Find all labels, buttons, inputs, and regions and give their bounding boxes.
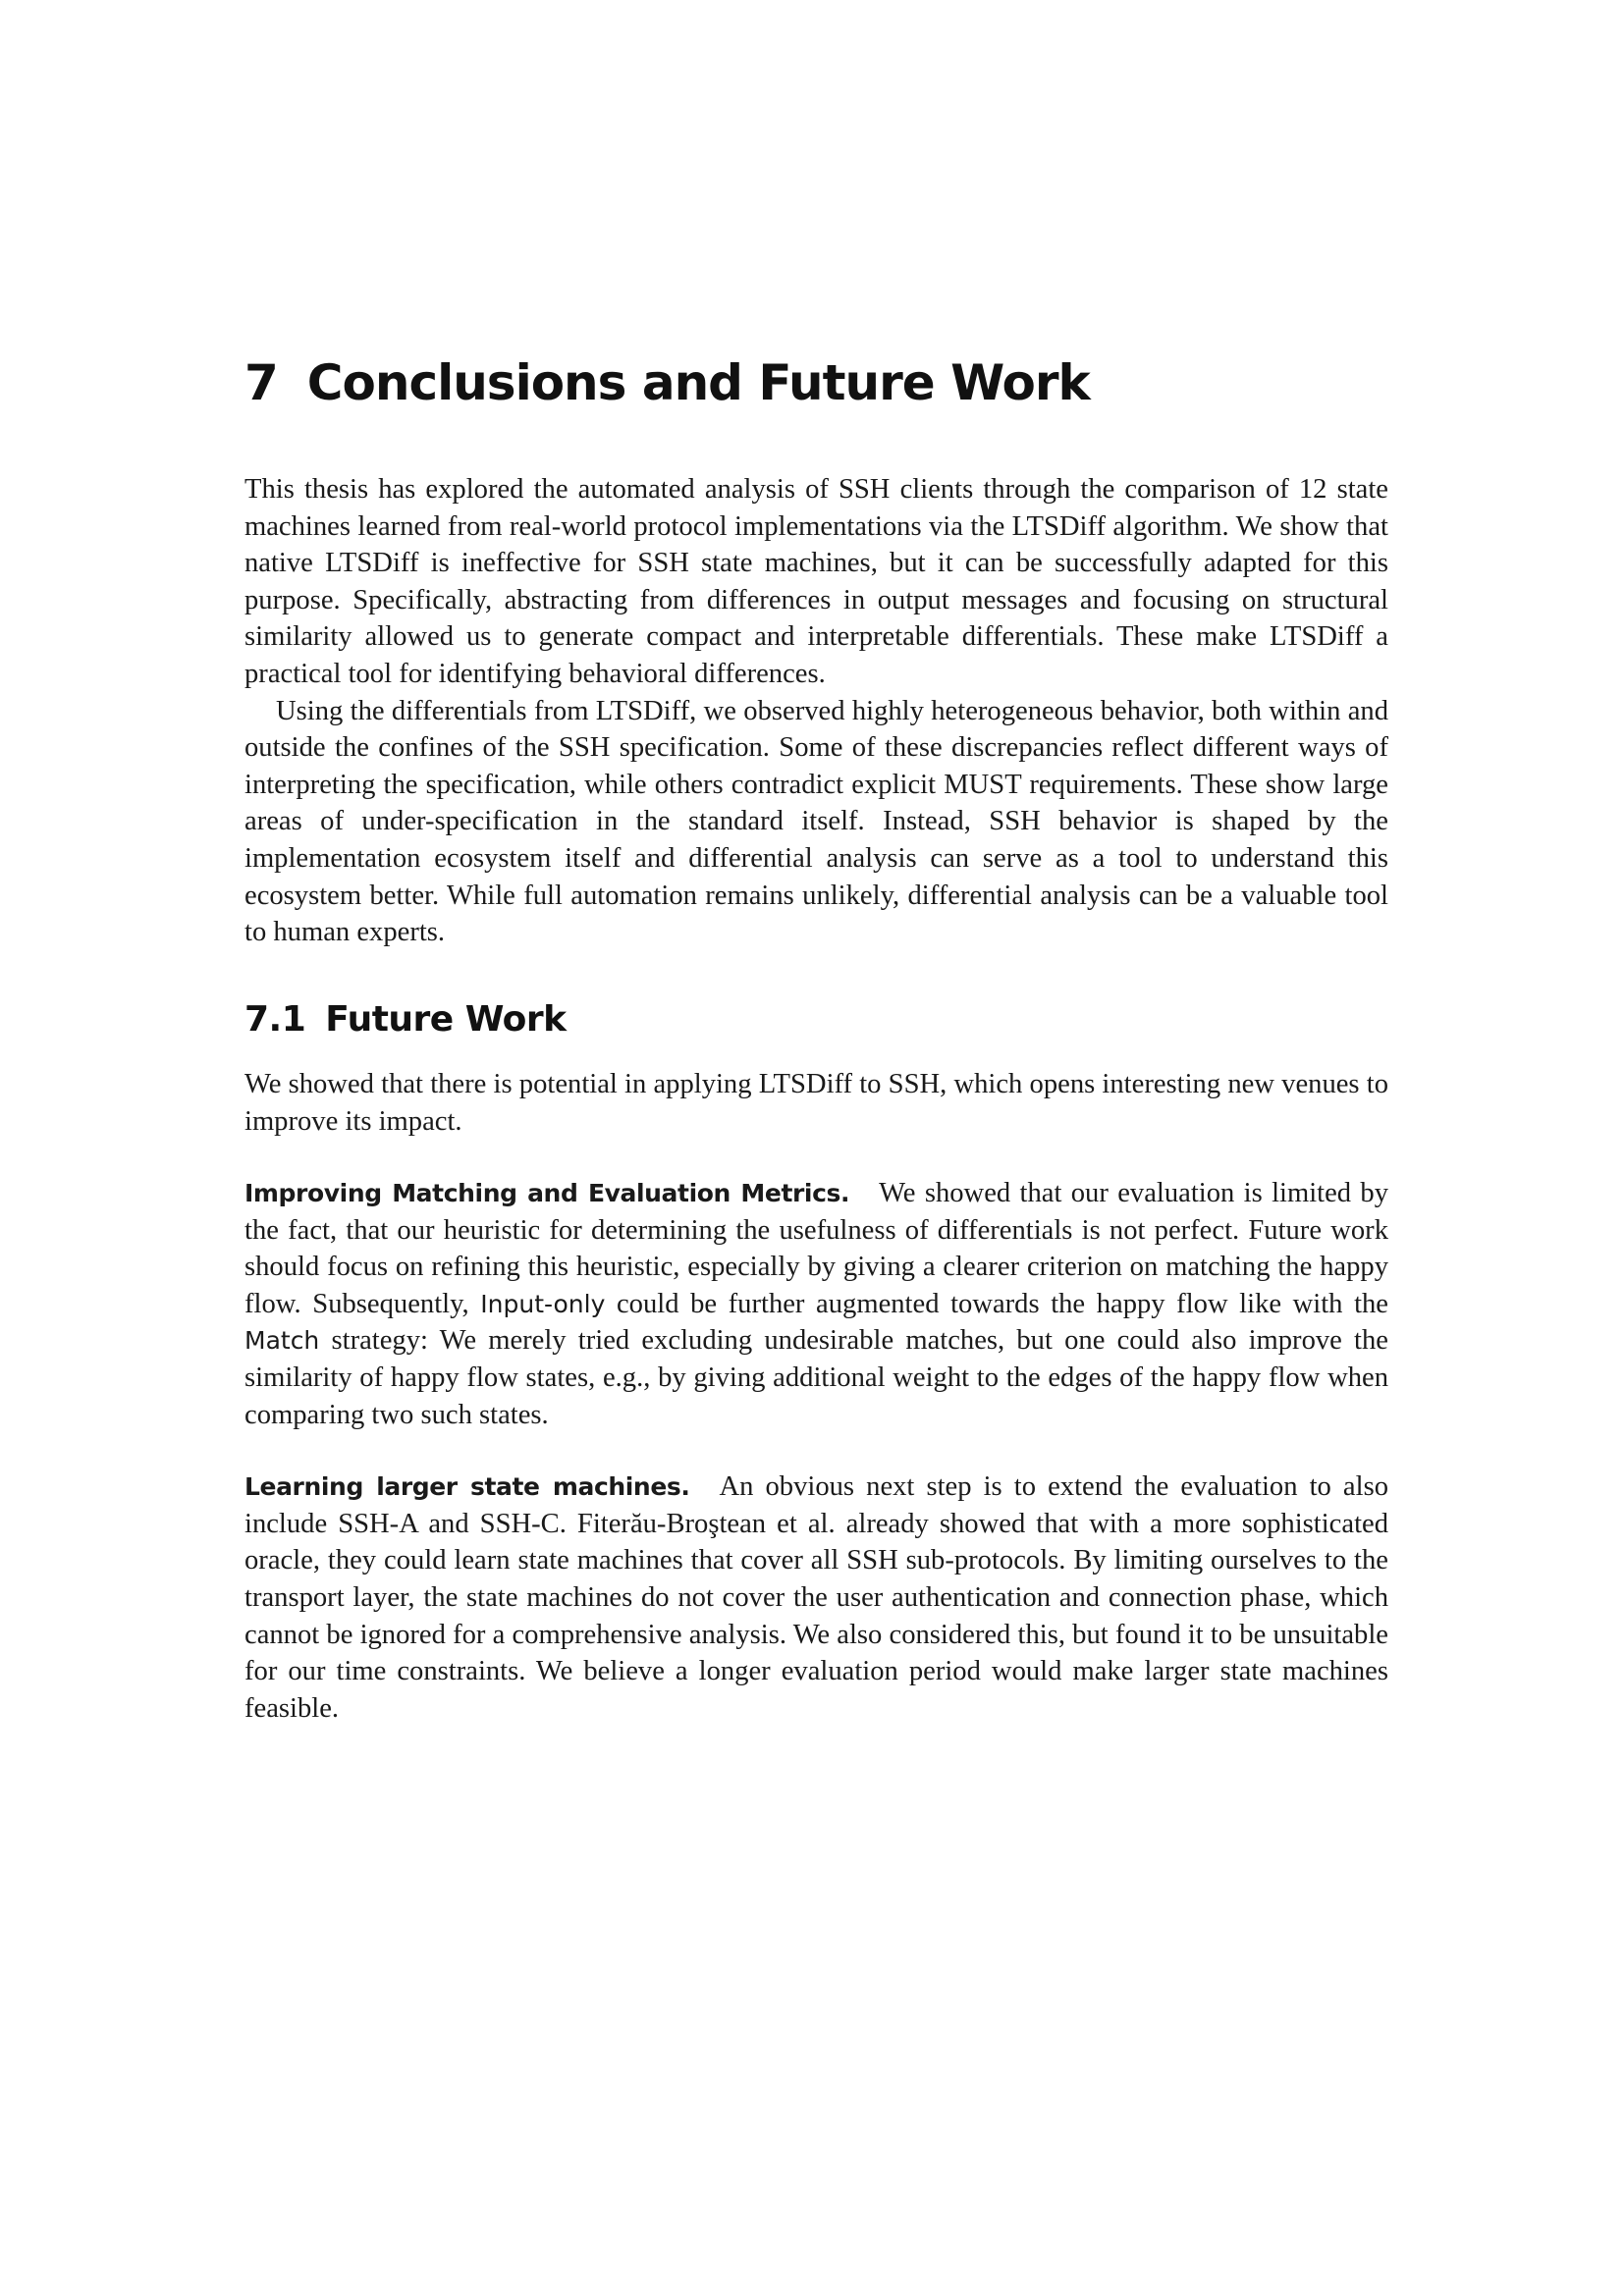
future-work-intro: We showed that there is potential in applying LTSDiff to SSH, which opens interesting new venues to improve its impact. xyxy=(244,1068,1388,1137)
section-title: Future Work xyxy=(325,998,567,1040)
improving-matching-heading: Improving Matching and Evaluation Metrics. xyxy=(244,1179,850,1208)
chapter-title: Conclusions and Future Work xyxy=(306,354,1090,411)
conclusion-paragraph-1: This thesis has explored the automated analysis of SSH clients through the comparison of 12 state machines learned from real-world protocol implementations via the LTSDiff algorithm. We show that native LTSDiff is ineffective for SSH state machines, but it can be successfully adapted for this purpose. Specifically, abstracting from differences in output messages and focusing on structural similarity allowed us to generate compact and interpretable differentials. These make LTSDiff a practical tool for identifying behavioral differences. xyxy=(244,474,1388,689)
conclusion-paragraph-2: Using the differentials from LTSDiff, we observed highly heterogeneous behavior, both within and outside the confines of the SSH specification. Some of these discrepancies reflect different ways of interpreting the specification, while others contradict explicit MUST requirements. These show large areas of under-specification in the standard itself. Instead, SSH behavior is shaped by the implementation ecosystem itself and differential analysis can serve as a tool to understand this ecosystem better. While full automation remains unlikely, differential analysis can be a valuable tool to human experts. xyxy=(244,695,1388,948)
learning-larger-heading: Learning larger state machines. xyxy=(244,1472,690,1502)
section-number: 7.1 xyxy=(244,998,306,1040)
improving-text-a: We showed that our evaluation is limited by the fact, that our heuristic for determining the usefulness of differentials is not perfect. Future work should focus on refining this heuristic, especially by giving a clearer criterion on matching the happy flow. Subsequently, xyxy=(244,1178,1389,1319)
chapter-heading xyxy=(244,353,1388,412)
section-heading xyxy=(244,998,1388,1041)
chapter-number: 7 xyxy=(244,354,278,411)
term-input-only: Input-only xyxy=(480,1289,606,1318)
term-match: Match xyxy=(244,1326,320,1356)
improving-text-c: strategy: We merely tried excluding undesirable matches, but one could also improve the similarity of happy flow states, e.g., by giving additional weight to the edges of the happy flow when comparing two such states. xyxy=(244,1325,1388,1430)
page-content xyxy=(244,353,1388,1727)
learning-larger-text: An obvious next step is to extend the evaluation to also include SSH-A and SSH-C. Fiterău-Broştean et al. already showed that with a more sophisticated oracle, they could learn state machines that cover all SSH sub-protocols. By limiting ourselves to the transport layer, the state machines do not cover the user authentication and connection phase, which cannot be ignored for a comprehensive analysis. We also considered this, but found it to be unsuitable for our time constraints. We believe a longer evaluation period would make larger state machines feasible. xyxy=(244,1471,1388,1724)
learning-larger-paragraph xyxy=(244,1468,1388,1727)
improving-matching-paragraph xyxy=(244,1175,1388,1433)
improving-text-b: could be further augmented towards the happy flow like with the xyxy=(605,1288,1388,1319)
